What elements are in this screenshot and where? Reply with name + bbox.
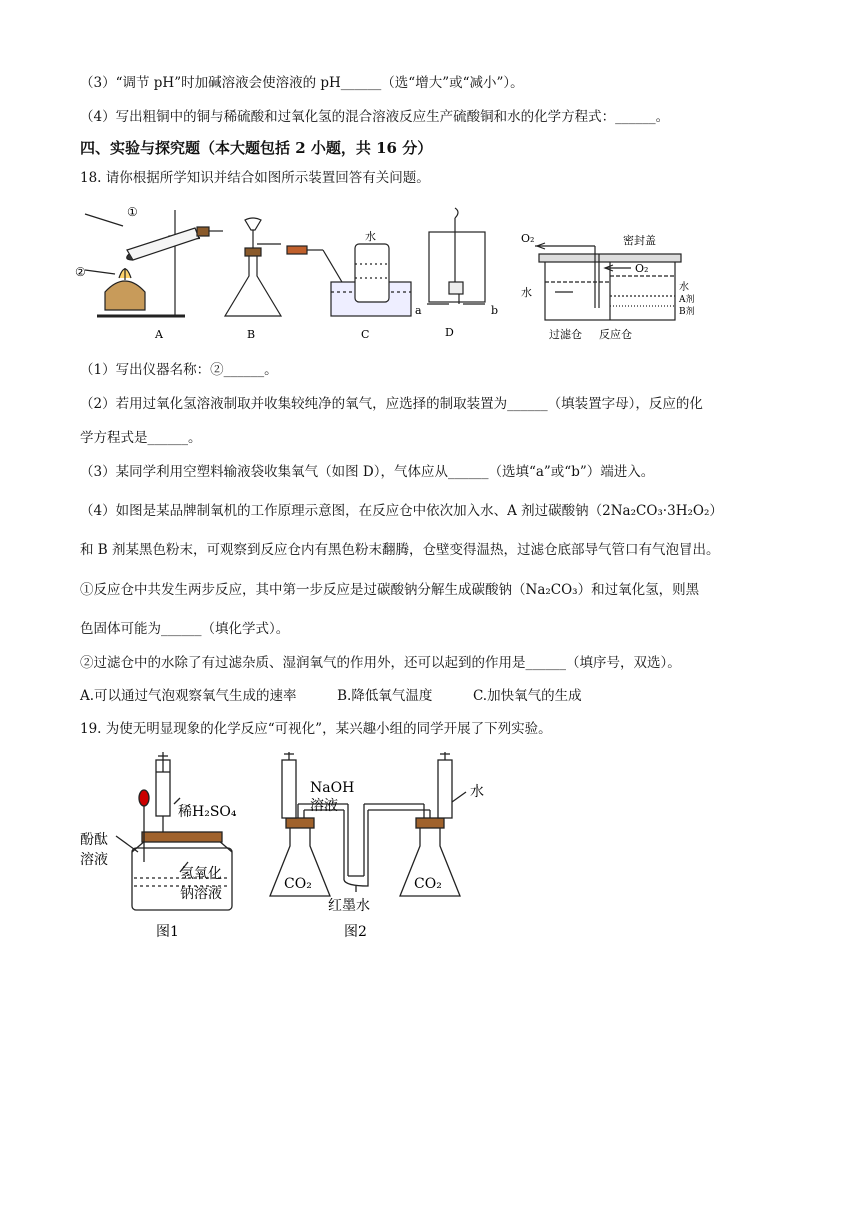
q18-apparatus-figure — [75, 198, 695, 348]
fig1-caption: 图1 — [156, 924, 179, 940]
label-D: D — [445, 326, 454, 339]
q18-part4-suffix: ） — [709, 503, 723, 519]
label-circle1: ① — [127, 205, 138, 219]
label-B: B — [247, 328, 256, 341]
label-filter-chamber: 过滤仓 — [549, 328, 582, 341]
label-C: C — [361, 328, 370, 341]
q18-part4-prefix: （4）如图是某品牌制氧机的工作原理示意图，在反应仓中依次加入水、A 剂过碳酸钠（ — [80, 503, 603, 519]
option-A: A.可以通过气泡观察氧气生成的速率 — [80, 688, 297, 704]
fig1-label-phenol-2: 溶液 — [80, 852, 108, 868]
label-reaction-chamber: 反应仓 — [599, 328, 632, 341]
option-B: B.降低氧气温度 — [337, 688, 433, 704]
fig2-label-water: 水 — [470, 784, 484, 800]
label-a: a — [415, 304, 422, 317]
q18-part4-sub1-suffix: ）和过氧化氢，则黑 — [577, 582, 700, 598]
fig1-label-naoh-2: 钠溶液 — [180, 886, 222, 902]
fig2-label-co2-right: CO₂ — [414, 876, 442, 892]
label-b: b — [491, 304, 499, 317]
q18-part4-formula: 2Na₂CO₃·3H₂O₂ — [602, 503, 710, 519]
label-A: A — [155, 328, 163, 341]
label-o2-in: O₂ — [635, 262, 649, 275]
q18-part1: （1）写出仪器名称：②______。 — [80, 362, 278, 378]
q18-part4-sub1-formula: Na₂CO₃ — [525, 582, 578, 598]
q18-part4-sub1-line2: 色固体可能为______（填化学式）。 — [80, 621, 290, 637]
label-seal-lid: 密封盖 — [623, 234, 656, 247]
q17-part3: （3）“调节 pH”时加碱溶液会使溶液的 pH______（选“增大”或“减小”）。 — [80, 75, 524, 91]
label-circle2: ② — [75, 265, 86, 279]
label-water-C: 水 — [365, 230, 376, 243]
q18-part4-sub1-prefix: ①反应仓中共发生两步反应，其中第一步反应是过碳酸钠分解生成碳酸钠（ — [80, 582, 526, 598]
label-water-right: 水 — [679, 282, 689, 293]
fig2-label-naoh-2: 溶液 — [310, 798, 338, 814]
q18-part4-sub1-line1 — [80, 580, 699, 600]
option-C: C.加快氧气的生成 — [472, 688, 582, 704]
q17-part4: （4）写出粗铜中的铜与稀硫酸和过氧化氢的混合溶液反应生产硫酸铜和水的化学方程式：______。 — [80, 109, 670, 125]
fig2-label-red-ink: 红墨水 — [328, 898, 370, 914]
fig1-label-phenol-1: 酚酞 — [80, 832, 108, 848]
q18-part2-line1: （2）若用过氧化氢溶液制取并收集较纯净的氧气，应选择的制取装置为______（填装置字母），反应的化 — [80, 396, 703, 412]
label-agent-B: B剂 — [679, 307, 695, 317]
label-agent-A: A剂 — [679, 295, 695, 305]
q18-options — [80, 686, 582, 706]
label-o2-out: O₂ — [521, 232, 535, 245]
label-water-left: 水 — [521, 286, 532, 299]
q18-part4-sub2: ②过滤仓中的水除了有过滤杂质、湿润氧气的作用外，还可以起到的作用是______（填序号，双选）。 — [80, 655, 681, 671]
q19-intro: 19. 为使无明显现象的化学反应“可视化”，某兴趣小组的同学开展了下列实验。 — [80, 721, 552, 737]
fig1-label-naoh-1: 氢氧化 — [180, 866, 222, 882]
fig2-caption: 图2 — [344, 924, 367, 940]
q18-part2-line2: 学方程式是______。 — [80, 430, 202, 446]
q18-part4-line2: 和 B 剂某黑色粉末，可观察到反应仓内有黑色粉末翻腾，仓壁变得温热，过滤仓底部导气管口有气泡冒出。 — [80, 542, 720, 558]
q19-figure — [76, 752, 516, 944]
q18-intro: 18. 请你根据所学知识并结合如图所示装置回答有关问题。 — [80, 170, 430, 186]
fig2-label-naoh-1: NaOH — [310, 780, 355, 796]
q18-part4-line1 — [80, 501, 723, 521]
q18-part3: （3）某同学利用空塑料输液袋收集氧气（如图 D），气体应从______（选填“a”或“b”）端进入。 — [80, 464, 655, 480]
fig2-label-co2-left: CO₂ — [284, 876, 312, 892]
fig1-label-dilute-acid: 稀H₂SO₄ — [178, 804, 237, 820]
section-heading: 四、实验与探究题（本大题包括 2 小题，共 16 分） — [80, 139, 433, 157]
